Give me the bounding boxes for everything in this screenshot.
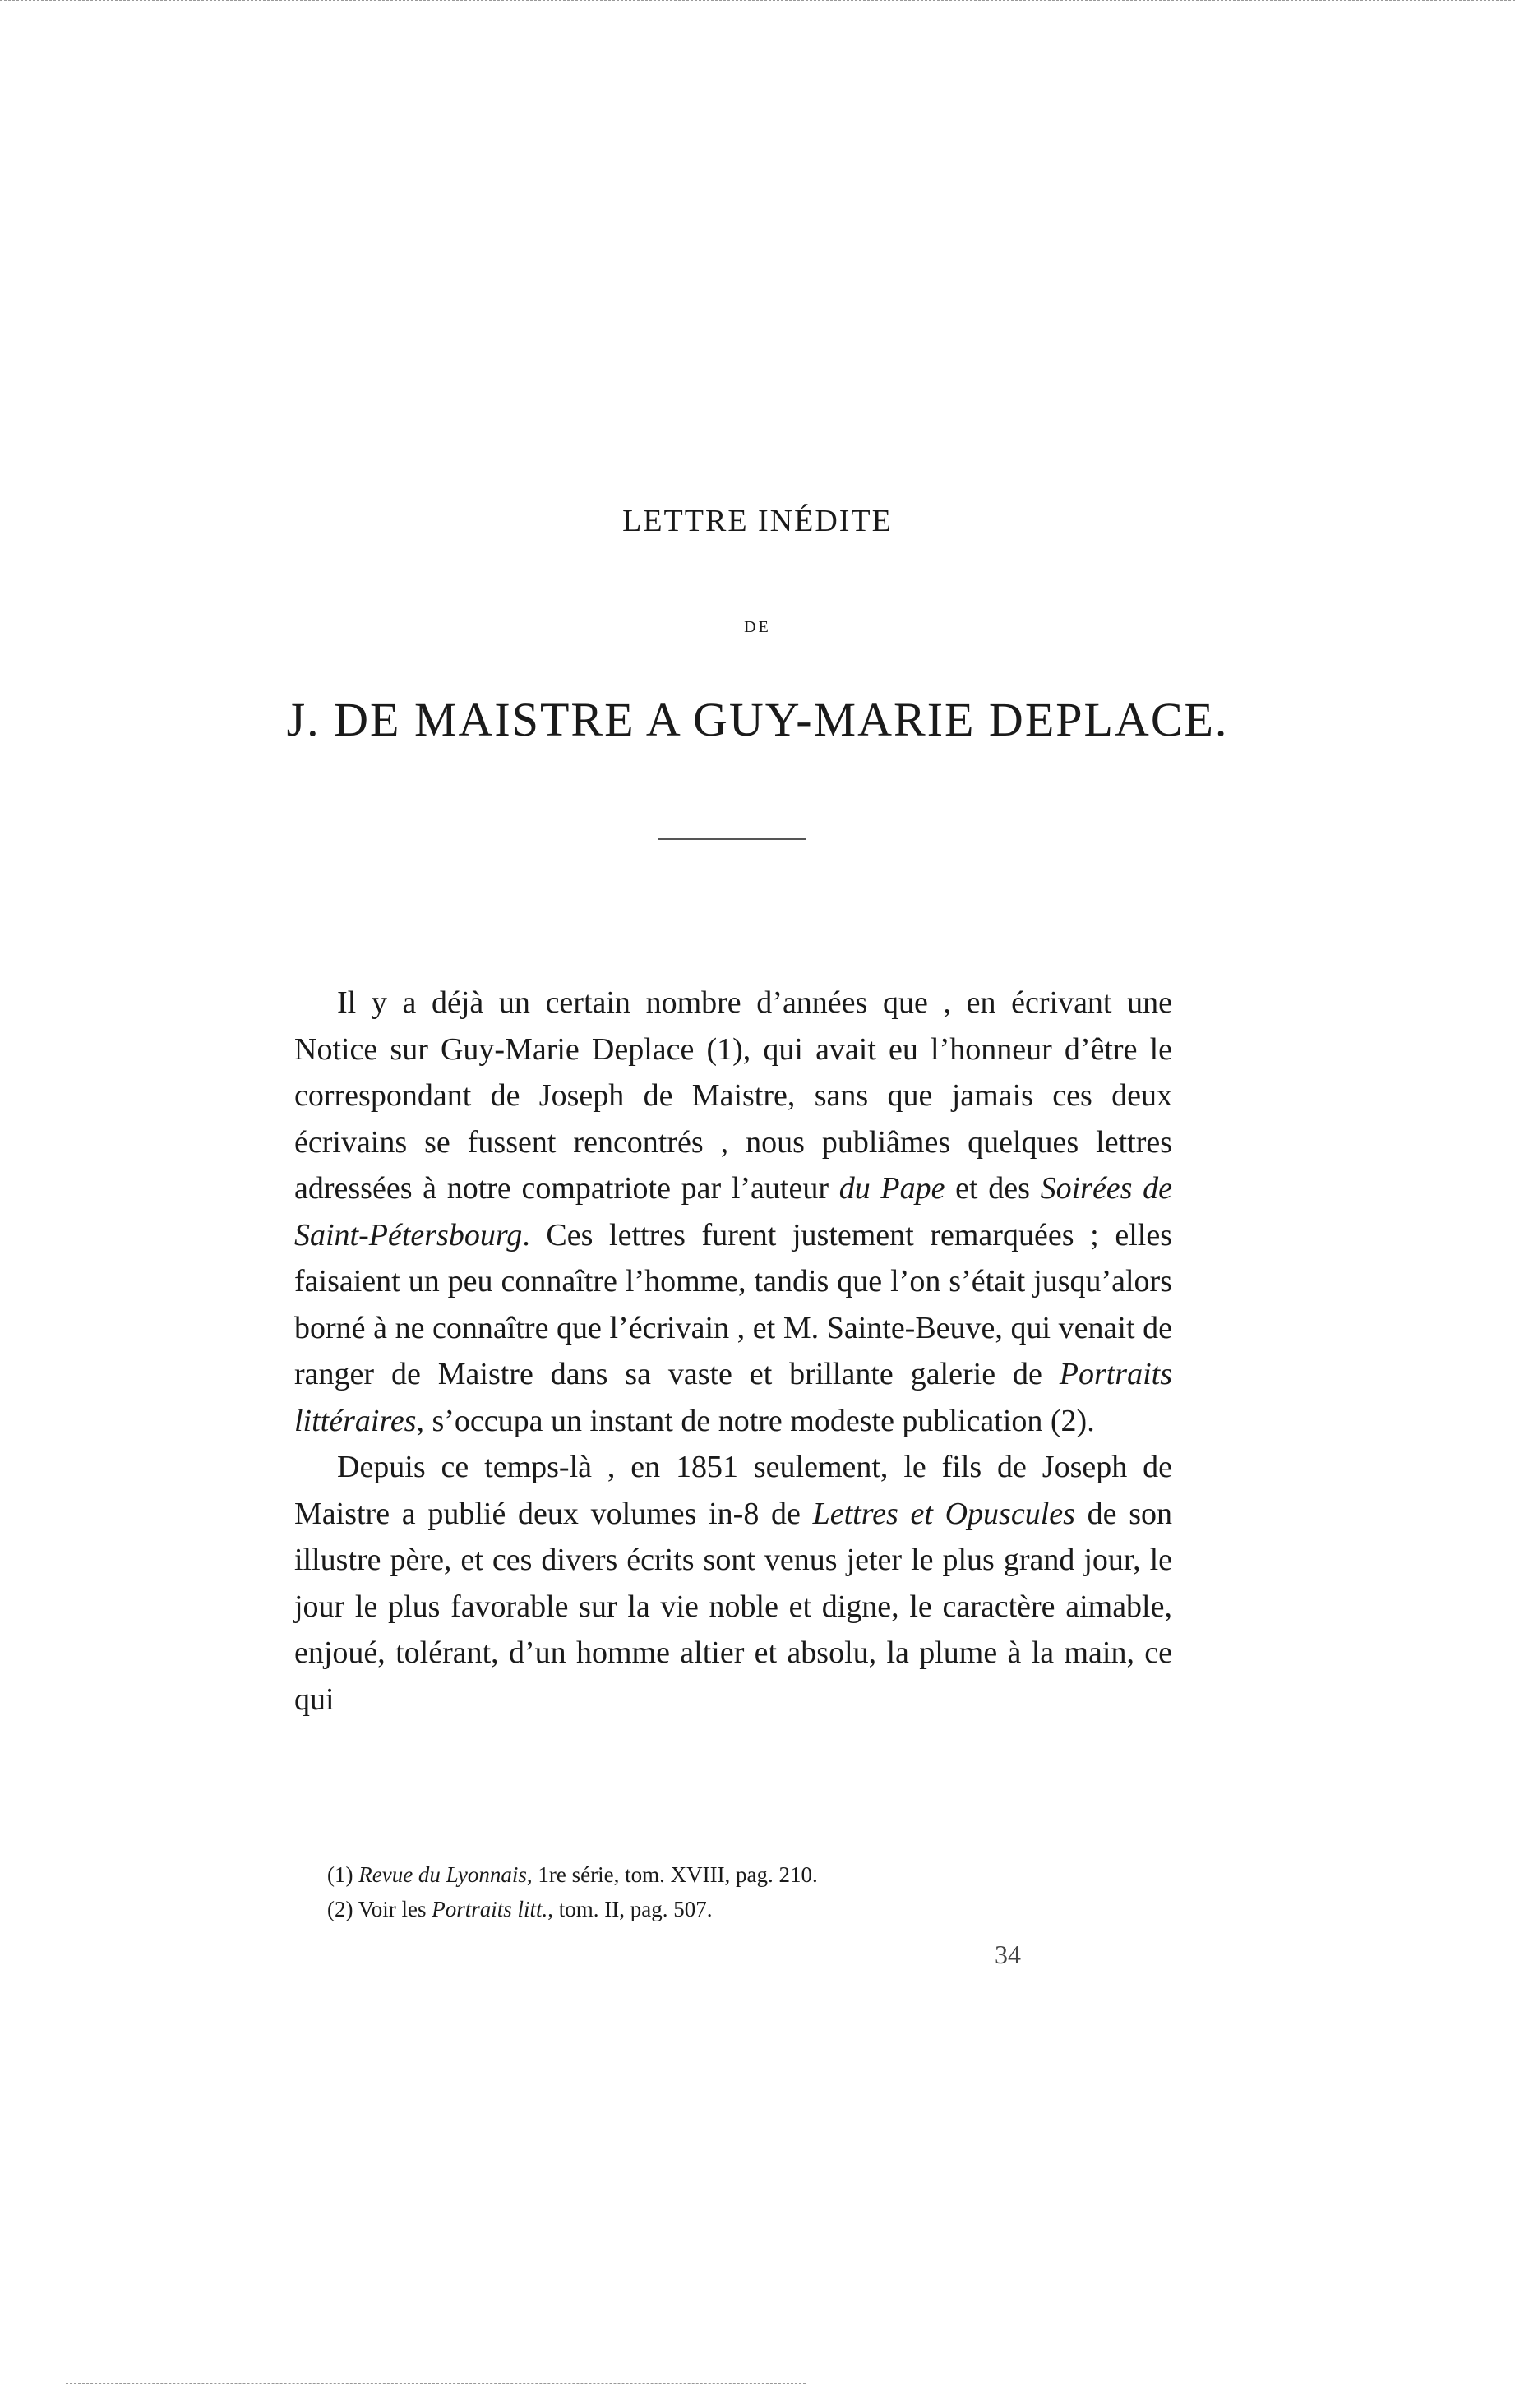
title-divider [658, 838, 806, 840]
footnote-2-italic: Portraits litt. [432, 1897, 548, 1921]
p1-italic-du-pape: du Pape [838, 1171, 945, 1206]
p2-italic-lettres: Lettres et Opuscules [812, 1496, 1075, 1531]
footnote-1 [294, 1857, 1172, 1892]
p1-text-1: Il y a déjà un certain nombre d’années que , en écrivant une Notice sur Guy-Marie Deplace (1), qui avait eu l’honneur d’être le correspondant de Joseph de Maistre, sans que jamais ces deux écrivains se fussent rencontrés , nous publiâmes quelques lettres adressées à notre compatriote par l’auteur [294, 985, 1172, 1206]
p1-text-3: . Ces lettres furent justement remarquées ; elles faisaient un peu connaître l’homme, tandis que l’on s’était jusqu’alors borné à ne connaître que l’écrivain , et M. Sainte-Beuve, qui venait de ranger de Maistre dans sa vaste et brillante galerie de [294, 1217, 1172, 1391]
p1-text-2: et des [945, 1171, 1041, 1206]
top-edge-mark [0, 0, 1515, 2]
body-text [294, 980, 1172, 1723]
footnote-2-num: (2) Voir les [327, 1897, 432, 1921]
footnote-1-num: (1) [327, 1862, 359, 1887]
heading-de: DE [744, 618, 771, 636]
p1-text-4: , s’occupa un instant de notre modeste publication (2). [416, 1403, 1095, 1438]
footnote-1-italic: Revue du Lyonnais [358, 1862, 527, 1887]
p1-italic-portraits: Portraits littéraires [294, 1357, 1172, 1438]
footnote-2-rest: , tom. II, pag. 507. [547, 1897, 713, 1921]
footnote-1-rest: , 1re série, tom. XVIII, pag. 210. [526, 1862, 818, 1887]
p2-text-2: de son illustre père, et ces divers écrits sont venus jeter le plus grand jour, le jour le plus favorable sur la vie noble et digne, le caractère aimable, enjoué, tolérant, d’un homme altier et absolu, la plume à la main, ce qui [294, 1496, 1173, 1717]
p2-text-1: Depuis ce temps-là , en 1851 seulement, le fils de Joseph de Maistre a publié deux volumes in-8 de [294, 1450, 1172, 1531]
paragraph-1 [294, 980, 1172, 1444]
paragraph-2 [294, 1444, 1172, 1723]
footnote-2 [294, 1892, 1172, 1926]
bottom-edge-mark [66, 2383, 806, 2386]
p1-italic-soirees: Soirées de Saint-Pétersbourg [294, 1171, 1173, 1252]
heading-lettre-inedite: LETTRE INÉDITE [622, 504, 893, 538]
page-title: J. DE MAISTRE A GUY-MARIE DEPLACE. [286, 693, 1229, 746]
page-number: 34 [995, 1940, 1021, 1969]
footnotes [294, 1857, 1172, 1926]
